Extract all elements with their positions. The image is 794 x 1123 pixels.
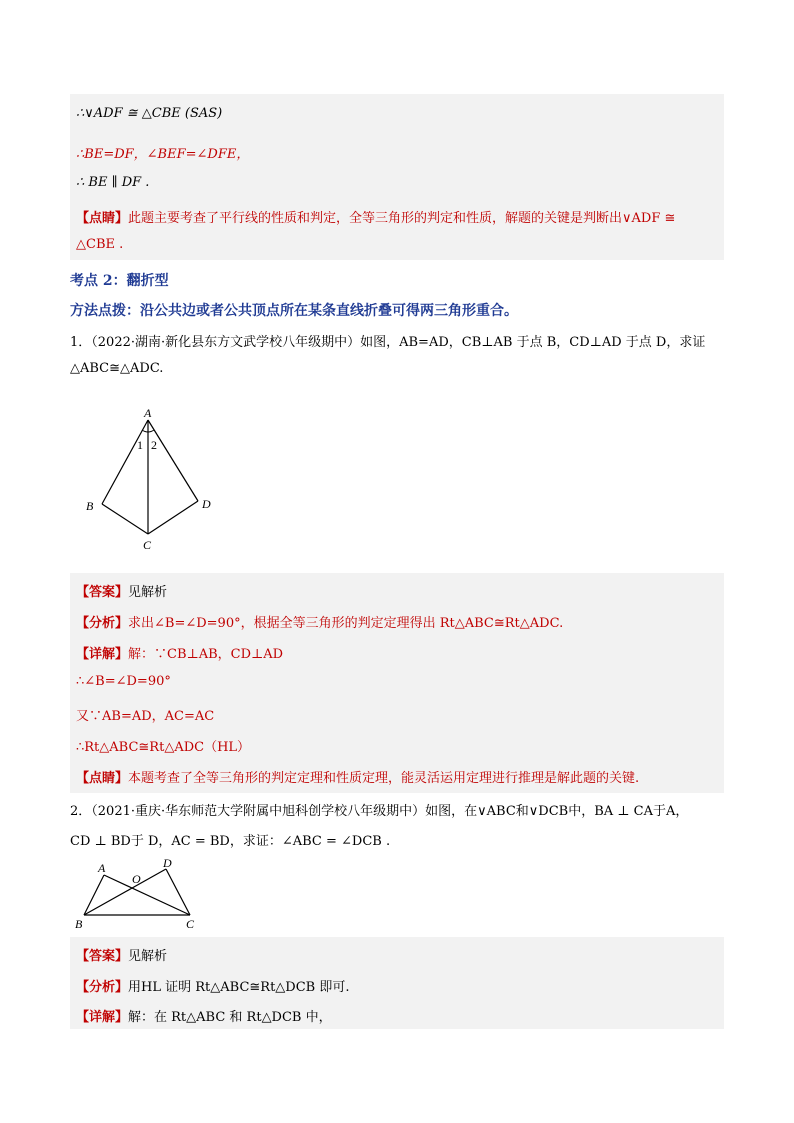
- q1-analysis-text: 求出∠B=∠D=90°，根据全等三角形的判定定理得出 Rt△ABC≅Rt△ADC.: [128, 616, 564, 631]
- q2-analysis-text: 用HL 证明 Rt△ABC≅Rt△DCB 即可.: [128, 980, 350, 995]
- q2-stem-cont: CD ⊥ BD于 D，AC = BD，求证：∠ABC = ∠DCB .: [70, 834, 391, 849]
- q1-angle-1: 1: [137, 438, 143, 452]
- q1-analysis-tag: 【分析】: [76, 616, 129, 631]
- q1-angle-2: 2: [151, 438, 157, 452]
- q1-figure: [80, 400, 230, 560]
- q2-analysis-tag: 【分析】: [76, 980, 129, 995]
- method-tip: 方法点拨：沿公共边或者公共顶点所在某条直线折叠可得两三角形重合。: [70, 303, 518, 319]
- q2-answer-tag: 【答案】: [76, 949, 129, 964]
- q2-figure: [70, 855, 210, 935]
- q1-comment: [70, 767, 724, 786]
- q2-answer: [70, 945, 724, 964]
- q1-comment-text: 本题考查了全等三角形的判定定理和性质定理，能灵活运用定理进行推理是解此题的关键.: [128, 771, 640, 786]
- q1-stem: 1．（2022·湖南·新化县东方文武学校八年级期中）如图，AB=AD，CB⊥AB 于点 B，CD⊥AD 于点 D，求证: [70, 335, 706, 350]
- q1-detail: [70, 643, 724, 662]
- q1-detail-text: 解：∵CB⊥AB，CD⊥AD: [128, 647, 284, 662]
- q1-step-3: ∴Rt△ABC≅Rt△ADC（HL）: [76, 740, 251, 755]
- q2-label-D: D: [163, 856, 172, 870]
- q2-label-A: A: [98, 861, 106, 875]
- q1-label-A: A: [144, 406, 152, 420]
- comment-cont: △CBE .: [76, 237, 124, 252]
- q1-step-1: ∴∠B=∠D=90°: [76, 674, 171, 689]
- q2-answer-text: 见解析: [128, 949, 168, 964]
- q2-analysis: [70, 976, 724, 995]
- q1-step-2: 又∵AB=AD，AC=AC: [76, 709, 215, 724]
- comment-line: [70, 207, 724, 226]
- q1-answer: [70, 581, 724, 600]
- section-title: 考点 2：翻折型: [70, 273, 169, 289]
- comment-text: 此题主要考查了平行线的性质和判定，全等三角形的判定和性质，解题的关键是判断出∨ADF ≅: [128, 211, 676, 226]
- q2-label-O: O: [132, 872, 141, 886]
- line-parallel: ∴ BE ∥ DF .: [76, 175, 150, 190]
- q1-label-C: C: [143, 538, 152, 552]
- comment-tag: 【点睛】: [76, 211, 129, 226]
- line-congruence: ∴∨ADF ≅ △CBE (SAS): [76, 106, 223, 121]
- q2-stem: 2．（2021·重庆·华东师范大学附属中旭科创学校八年级期中）如图，在∨ABC和∨DCB中，BA ⊥ CA于A，: [70, 804, 689, 819]
- line-equal-sides: ∴BE=DF，∠BEF=∠DFE，: [76, 147, 250, 162]
- q1-analysis: [70, 612, 724, 631]
- q1-comment-tag: 【点睛】: [76, 771, 129, 786]
- q2-label-B: B: [75, 917, 83, 931]
- q2-detail-text: 解：在 Rt△ABC 和 Rt△DCB 中，: [128, 1010, 332, 1025]
- q1-label-B: B: [86, 499, 94, 513]
- q1-label-D: D: [202, 497, 211, 511]
- q1-stem-cont: △ABC≅△ADC.: [70, 361, 164, 376]
- q1-answer-tag: 【答案】: [76, 585, 129, 600]
- q1-answer-text: 见解析: [128, 585, 168, 600]
- q2-detail-tag: 【详解】: [76, 1010, 129, 1025]
- q1-detail-tag: 【详解】: [76, 647, 129, 662]
- q2-label-C: C: [186, 917, 195, 931]
- q2-detail: [70, 1006, 724, 1025]
